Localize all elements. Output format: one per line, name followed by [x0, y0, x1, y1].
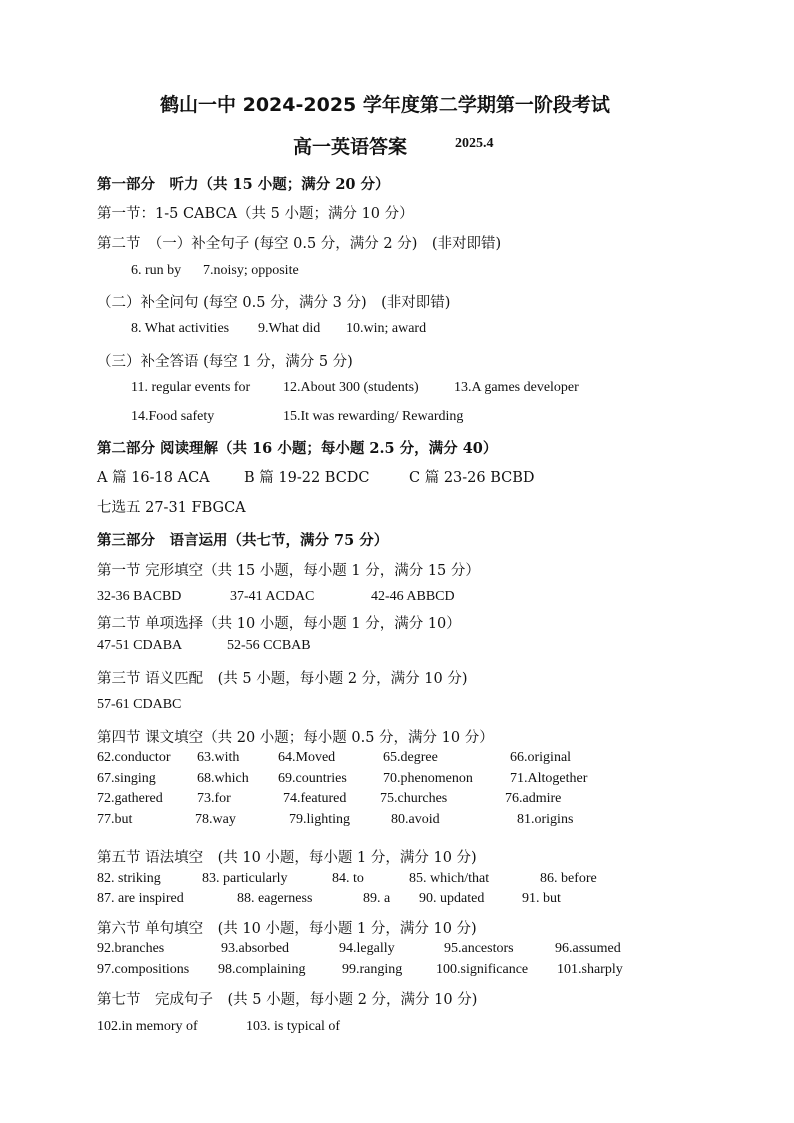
document-date: 2025.4 [455, 136, 494, 151]
sentence-fill-answer: 96.assumed [555, 941, 621, 956]
grammar-fill-answer: 90. updated [419, 891, 485, 906]
text-fill-answer: 79.lighting [289, 812, 351, 827]
part3-section7: 第七节 完成句子 (共 5 小题，每小题 2 分，满分 10 分) [97, 992, 478, 1008]
sentence-fill-answer: 95.ancestors [444, 941, 514, 956]
part2-passage-b: B 篇 19-22 BCDC [244, 470, 370, 486]
document-subtitle: 高一英语答案 [293, 136, 408, 158]
choice-52-56: 52-56 CCBAB [227, 638, 311, 653]
sentence-fill-answer: 97.compositions [97, 962, 190, 977]
answer-12: 12.About 300 (students) [283, 380, 419, 395]
answer-6: 6. run by [131, 263, 182, 278]
part1-section2b: （二）补全问句 (每空 0.5 分，满分 3 分) (非对即错) [97, 295, 451, 311]
cloze-37-41: 37-41 ACDAC [230, 589, 315, 604]
part2-heading: 第二部分 阅读理解（共 16 小题；每小题 2.5 分，满分 40） [97, 440, 498, 457]
text-fill-answer: 63.with [197, 750, 240, 765]
match-57-61: 57-61 CDABC [97, 697, 182, 712]
part3-section4: 第四节 课文填空（共 20 小题；每小题 0.5 分，满分 10 分） [97, 730, 494, 746]
sentence-fill-answer: 93.absorbed [221, 941, 290, 956]
sentence-fill-answer: 99.ranging [342, 962, 403, 977]
text-fill-answer: 67.singing [97, 771, 156, 786]
sentence-fill-answer: 92.branches [97, 941, 165, 956]
part1-section2: 第二节 （一）补全句子 (每空 0.5 分，满分 2 分) (非对即错) [97, 236, 502, 252]
sentence-fill-answer: 100.significance [436, 962, 529, 977]
cloze-42-46: 42-46 ABBCD [371, 589, 455, 604]
grammar-fill-answer: 87. are inspired [97, 891, 184, 906]
part2-passage-c: C 篇 23-26 BCBD [409, 470, 535, 486]
answer-15: 15.It was rewarding/ Rewarding [283, 409, 464, 424]
answer-11: 11. regular events for [131, 380, 251, 395]
document-title: 鹤山一中 2024-2025 学年度第二学期第一阶段考试 [160, 94, 610, 116]
text-fill-answer: 68.which [197, 771, 249, 786]
grammar-fill-answer: 88. eagerness [237, 891, 313, 906]
answer-8: 8. What activities [131, 321, 230, 336]
text-fill-answer: 76.admire [505, 791, 562, 806]
text-fill-answer: 66.original [510, 750, 572, 765]
sentence-fill-answer: 94.legally [339, 941, 395, 956]
text-fill-answer: 69.countries [278, 771, 347, 786]
complete-sentence-102: 102.in memory of [97, 1019, 198, 1034]
part2-passage-a: A 篇 16-18 ACA [97, 470, 210, 486]
text-fill-answer: 71.Altogether [510, 771, 588, 786]
grammar-fill-answer: 86. before [540, 871, 597, 886]
answer-13: 13.A games developer [454, 380, 579, 395]
part3-section5: 第五节 语法填空 (共 10 小题，每小题 1 分，满分 10 分) [97, 850, 477, 866]
choice-47-51: 47-51 CDABA [97, 638, 183, 653]
answer-10: 10.win; award [346, 321, 427, 336]
text-fill-answer: 62.conductor [97, 750, 171, 765]
part3-section1: 第一节 完形填空（共 15 小题，每小题 1 分，满分 15 分） [97, 563, 480, 579]
sentence-fill-answer: 98.complaining [218, 962, 306, 977]
part1-heading: 第一部分 听力（共 15 小题；满分 20 分） [97, 176, 390, 193]
text-fill-answer: 64.Moved [278, 750, 336, 765]
answer-7: 7.noisy; opposite [203, 263, 299, 278]
complete-sentence-103: 103. is typical of [246, 1019, 341, 1034]
grammar-fill-answer: 91. but [522, 891, 561, 906]
part3-heading: 第三部分 语言运用（共七节，满分 75 分） [97, 532, 389, 549]
text-fill-answer: 65.degree [383, 750, 438, 765]
text-fill-answer: 74.featured [283, 791, 347, 806]
grammar-fill-answer: 89. a [363, 891, 391, 906]
text-fill-answer: 70.phenomenon [383, 771, 473, 786]
grammar-fill-answer: 83. particularly [202, 871, 288, 886]
answer-14: 14.Food safety [131, 409, 215, 424]
part1-section1: 第一节：1-5 CABCA（共 5 小题；满分 10 分） [97, 206, 414, 222]
text-fill-answer: 75.churches [380, 791, 448, 806]
part3-section3: 第三节 语义匹配 (共 5 小题，每小题 2 分，满分 10 分) [97, 671, 468, 687]
part1-section2c: （三）补全答语 (每空 1 分，满分 5 分) [97, 354, 353, 370]
answer-9: 9.What did [258, 321, 321, 336]
part3-section6: 第六节 单句填空 (共 10 小题，每小题 1 分，满分 10 分) [97, 921, 477, 937]
cloze-32-36: 32-36 BACBD [97, 589, 182, 604]
grammar-fill-answer: 82. striking [97, 871, 161, 886]
text-fill-answer: 78.way [195, 812, 236, 827]
grammar-fill-answer: 84. to [332, 871, 364, 886]
text-fill-answer: 72.gathered [97, 791, 163, 806]
sentence-fill-answer: 101.sharply [557, 962, 623, 977]
text-fill-answer: 77.but [97, 812, 133, 827]
text-fill-answer: 80.avoid [391, 812, 440, 827]
text-fill-answer: 81.origins [517, 812, 574, 827]
part2-seven-choose-five: 七选五 27-31 FBGCA [97, 500, 246, 516]
text-fill-answer: 73.for [197, 791, 231, 806]
part3-section2: 第二节 单项选择（共 10 小题，每小题 1 分，满分 10） [97, 616, 461, 632]
grammar-fill-answer: 85. which/that [409, 871, 490, 886]
